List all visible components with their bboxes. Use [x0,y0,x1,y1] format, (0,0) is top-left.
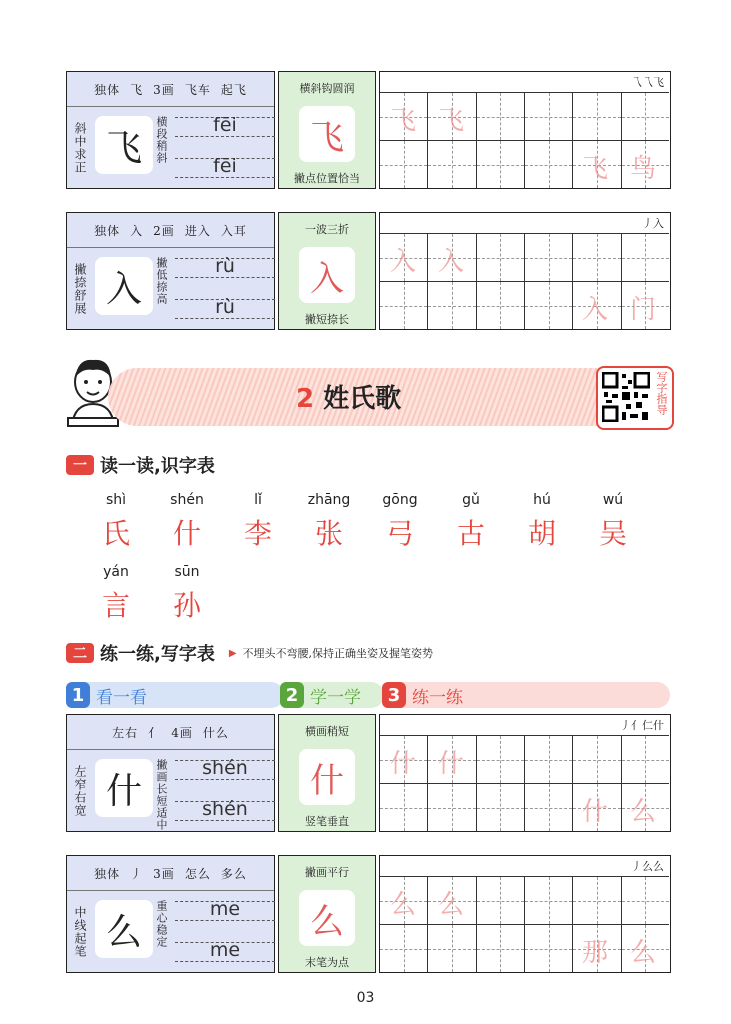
grid-cell[interactable] [428,784,476,831]
trace-char: 什 [582,797,609,827]
grid-cell[interactable] [428,141,476,188]
pinyin-text: fēi [213,155,237,177]
trace-char: 门 [630,295,657,325]
left-tip: 斜中求正 [73,122,87,174]
stroke-order: 丿亻仁什 [620,719,664,732]
header-item: 什么 [202,725,229,740]
grid-cell[interactable] [525,282,573,329]
tab-look: 1 看一看 [66,682,284,708]
char-info-panel [66,71,275,189]
left-tip: 撇捺舒展 [73,263,87,315]
grid-cell[interactable] [477,877,525,924]
model-char: 么 [299,890,355,946]
trace-char: 飞 [582,154,609,184]
trace-char: 飞 [390,106,417,136]
char-hanzi: 吴 [598,517,627,550]
grid-cell[interactable] [525,736,573,783]
header-item: 入耳 [220,223,247,238]
tab-learn: 2 学一学 [280,682,384,708]
trace-char: 入 [390,247,417,277]
grid-cell[interactable] [573,234,621,281]
trace-char: 入 [582,295,609,325]
header-item: 飞车 [184,82,211,97]
stroke-tip-panel [278,714,376,832]
grid-cell[interactable] [477,141,525,188]
trace-char: 那 [582,938,609,968]
trace-char: 入 [438,247,465,277]
triangle-icon: ▶ [228,647,237,659]
grid-cell[interactable] [428,925,476,972]
tip-bottom: 竖笔垂直 [305,815,349,828]
grid-cell[interactable] [477,282,525,329]
header-item: 飞 [130,82,144,97]
char-item [583,492,643,552]
header-item: 起飞 [220,82,247,97]
grid-cell[interactable] [525,234,573,281]
tab-practice: 3 练一练 [382,682,670,708]
char-item [86,492,146,552]
trace-char: 什 [438,749,465,779]
grid-cell[interactable] [477,784,525,831]
char-hanzi: 孙 [172,589,201,622]
stroke-tip-panel [278,212,376,330]
char-header [67,213,274,248]
header-item: 3画 [153,866,175,881]
tip-bottom: 撇短捺长 [305,313,349,326]
char-info-panel [66,855,275,973]
trace-char: 么 [630,938,657,968]
pinyin-text: rù [215,296,235,318]
header-item: 2画 [153,223,175,238]
grid-cell[interactable] [622,877,669,924]
model-char: 什 [299,749,355,805]
char-header [67,856,274,891]
header-item: 独体 [94,866,121,881]
char-hanzi: 弓 [385,517,414,550]
stroke-order: 乁乁飞 [631,76,664,89]
grid-cell[interactable] [622,234,669,281]
header-item: 丿 [130,866,144,881]
char-item [299,492,359,552]
grid-cell[interactable] [477,925,525,972]
char-item [157,492,217,552]
grid-cell[interactable] [525,93,573,140]
char-pinyin: lǐ [254,492,262,508]
practice-grid-panel [379,71,671,189]
trace-char: 什 [390,749,417,779]
pinyin-text: me [209,939,241,961]
char-info-panel [66,714,275,832]
tip-top: 横斜钩圆润 [299,82,355,95]
page-number: 03 [356,990,375,1006]
char-pinyin: yán [103,564,129,580]
header-item: 入 [130,223,144,238]
grid-cell[interactable] [573,93,621,140]
grid-cell[interactable] [525,877,573,924]
char-block-ru [66,212,671,332]
stroke-tip-panel [278,71,376,189]
grid-cell[interactable] [525,141,573,188]
pinyin-text: shén [202,798,248,820]
trace-char: 么 [390,890,417,920]
char-item [228,492,288,552]
stroke-order: 丿入 [642,217,664,230]
qr-label: 写字指导 [655,371,668,415]
char-card: 飞 [95,116,153,174]
grid-cell[interactable] [525,925,573,972]
char-hanzi: 古 [456,517,485,550]
char-item [157,564,217,624]
grid-cell[interactable] [525,784,573,831]
char-block-fei [66,71,671,191]
practice-grid-panel [379,212,671,330]
char-pinyin: hú [533,492,551,508]
char-pinyin: shén [170,492,204,508]
model-char: 入 [299,247,355,303]
grid-cell[interactable] [380,925,428,972]
trace-char: 么 [630,797,657,827]
grid-cell[interactable] [622,93,669,140]
qr-code-icon [602,372,650,422]
trace-char: 鸟 [630,154,657,184]
char-item [370,492,430,552]
header-item: 4画 [171,725,193,740]
left-tip: 左窄右宽 [73,765,87,817]
right-tip: 撇画长短适中 [155,759,168,831]
char-pinyin: sūn [174,564,200,580]
header-item: 多么 [220,866,247,881]
qr-card[interactable] [596,366,674,430]
char-hanzi: 张 [314,517,343,550]
lesson-title: 2 姓氏歌 [296,384,402,414]
section-write-heading: 二 练一练,写字表 ▶ 不埋头不弯腰,保持正确坐姿及握笔姿势 [66,640,433,666]
right-tip: 横段稍斜 [155,116,168,164]
header-item: 独体 [94,223,121,238]
header-item: 怎么 [184,866,211,881]
stroke-tip-panel [278,855,376,973]
grid-cell[interactable] [477,93,525,140]
practice-grid[interactable] [380,92,669,188]
grid-cell[interactable] [477,736,525,783]
header-item: 独体 [94,82,121,97]
char-card: 什 [95,759,153,817]
header-item: 3画 [153,82,175,97]
pinyin-text: shén [202,757,248,779]
pinyin-text: me [209,898,241,920]
char-pinyin: zhāng [307,492,351,508]
grid-cell[interactable] [573,736,621,783]
char-header [67,715,274,750]
model-char: 飞 [299,106,355,162]
tip-top: 横画稍短 [305,725,349,738]
char-card: 入 [95,257,153,315]
tip-top: 撇画平行 [305,866,349,879]
tip-top: 一波三折 [305,223,349,236]
practice-grid[interactable] [380,233,669,329]
trace-char: 么 [438,890,465,920]
char-item [441,492,501,552]
left-tip: 中线起笔 [73,906,87,958]
char-header [67,72,274,107]
grid-cell[interactable] [622,736,669,783]
practice-grid-panel [379,714,671,832]
practice-grid-panel [379,855,671,973]
char-hanzi: 言 [101,589,130,622]
grid-cell[interactable] [380,141,428,188]
section-read-heading: 一 读一读,识字表 [66,452,215,478]
header-item: 进入 [184,223,211,238]
grid-cell[interactable] [573,877,621,924]
grid-cell[interactable] [477,234,525,281]
char-hanzi: 什 [172,517,201,550]
char-block-me [66,855,671,975]
char-card: 么 [95,900,153,958]
pinyin-text: fēi [213,114,237,136]
char-item [86,564,146,624]
char-hanzi: 李 [243,517,272,550]
header-item: 亻 [148,725,162,740]
grid-cell[interactable] [380,784,428,831]
char-block-shen [66,714,671,834]
practice-grid[interactable] [380,735,669,831]
header-item: 左右 [112,725,139,740]
tip-bottom: 末笔为点 [305,956,349,969]
char-item [512,492,572,552]
char-info-panel [66,212,275,330]
grid-cell[interactable] [380,282,428,329]
pinyin-text: rù [215,255,235,277]
char-hanzi: 胡 [527,517,556,550]
stroke-order: 丿么么 [631,860,664,873]
grid-cell[interactable] [428,282,476,329]
tip-bottom: 撇点位置恰当 [294,172,360,185]
char-pinyin: gǔ [462,492,480,508]
right-tip: 重心稳定 [155,900,168,948]
char-pinyin: gōng [382,492,418,508]
char-pinyin: shì [105,492,127,508]
trace-char: 飞 [438,106,465,136]
practice-grid[interactable] [380,876,669,972]
char-pinyin: wú [602,492,624,508]
right-tip: 撇低捺高 [155,257,168,305]
char-hanzi: 氏 [101,517,130,550]
